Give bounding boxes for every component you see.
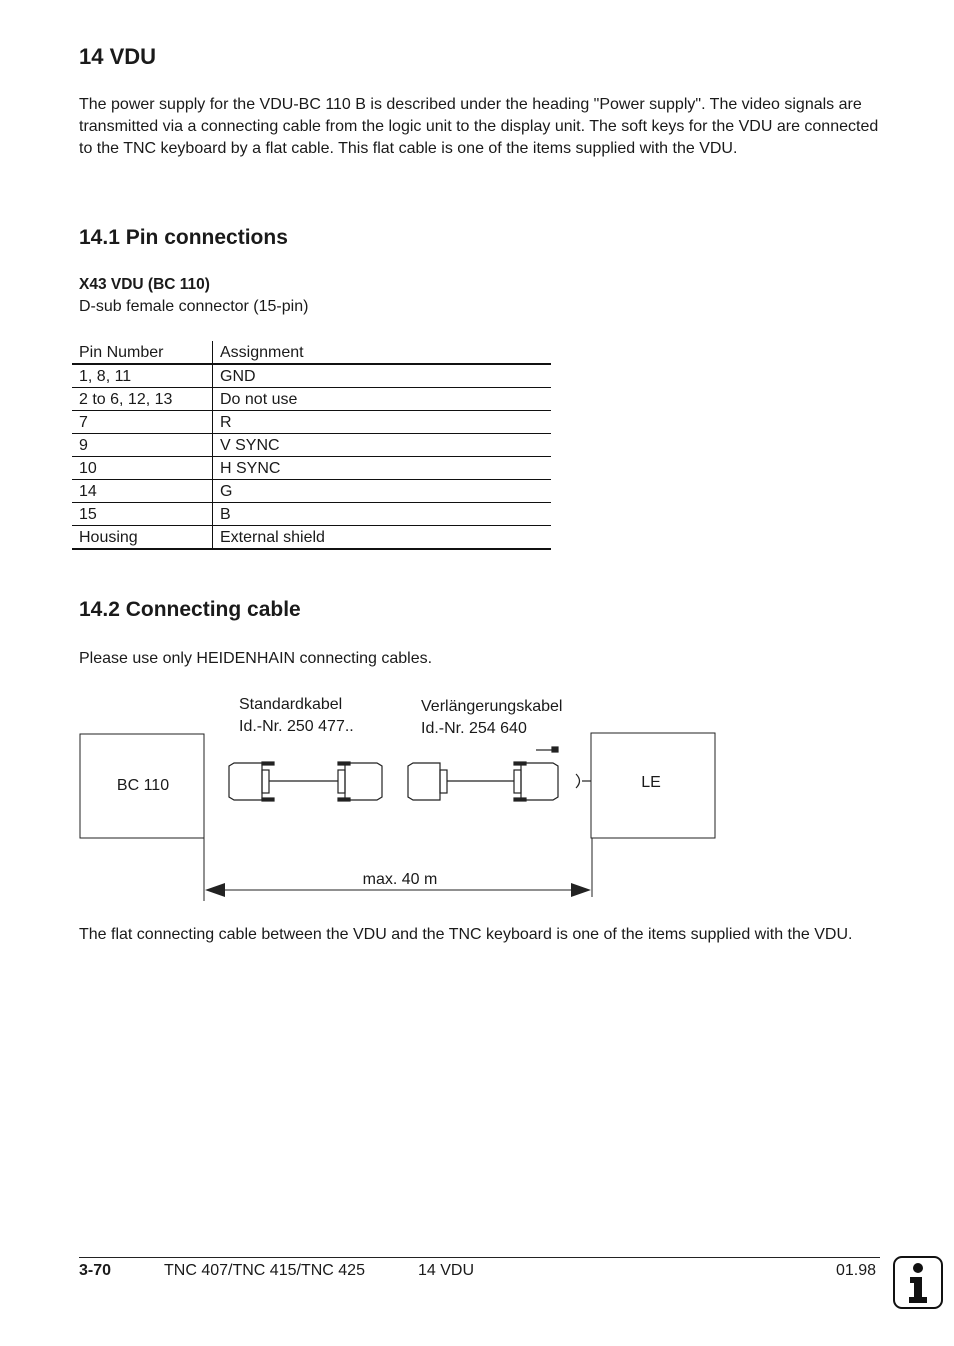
cable2-id: Id.-Nr. 254 640 bbox=[421, 720, 527, 737]
page-number: 3-70 bbox=[79, 1262, 112, 1279]
table-row bbox=[72, 411, 551, 434]
pin-cell: 14 bbox=[72, 480, 213, 503]
flat-cable-note: The flat connecting cable between the VDU and the TNC keyboard is one of the items supplied with the VDU. bbox=[79, 926, 853, 943]
connector-name: X43 VDU (BC 110) bbox=[79, 276, 210, 293]
footer-date: 01.98 bbox=[836, 1262, 877, 1279]
table-row bbox=[72, 364, 551, 388]
pin-cell: 1, 8, 11 bbox=[72, 364, 213, 388]
standard-cable-icon bbox=[229, 762, 382, 801]
pin-cell: 15 bbox=[72, 503, 213, 526]
pin-cell: Housing bbox=[72, 526, 213, 550]
assignment-cell: R bbox=[213, 411, 552, 434]
bc110-label: BC 110 bbox=[116, 777, 170, 794]
footer-chapter: 14 VDU bbox=[418, 1262, 475, 1279]
table-header-row bbox=[72, 341, 551, 364]
pin-connections-heading: 14.1 Pin connections bbox=[79, 226, 288, 249]
extension-cable-icon bbox=[408, 747, 591, 801]
assignment-cell: V SYNC bbox=[213, 434, 552, 457]
info-glyph bbox=[903, 1262, 933, 1304]
pin-cell: 2 to 6, 12, 13 bbox=[72, 388, 213, 411]
table-row bbox=[72, 434, 551, 457]
footer-divider bbox=[79, 1257, 880, 1258]
connecting-cable-heading: 14.2 Connecting cable bbox=[79, 598, 301, 621]
pin-cell: 10 bbox=[72, 457, 213, 480]
intro-paragraph: The power supply for the VDU-BC 110 B is described under the heading "Power supply". The video signals are transmitted via a connecting cable from the logic unit to the display unit. The soft keys for the VDU are connected to the TNC keyboard by a flat cable. This flat cable is one of the items supplied with the VDU. bbox=[79, 96, 879, 157]
assignment-cell: B bbox=[213, 503, 552, 526]
distance-label: max. 40 m bbox=[362, 871, 438, 888]
connector-description: D-sub female connector (15-pin) bbox=[79, 298, 309, 315]
distance-dimension bbox=[204, 838, 592, 901]
pin-cell: 7 bbox=[72, 411, 213, 434]
cable1-name: Standardkabel bbox=[239, 696, 343, 713]
table-row bbox=[72, 388, 551, 411]
column-header-pin: Pin Number bbox=[72, 341, 213, 364]
table-row bbox=[72, 457, 551, 480]
pin-cell: 9 bbox=[72, 434, 213, 457]
assignment-cell: GND bbox=[213, 364, 552, 388]
assignment-cell: G bbox=[213, 480, 552, 503]
column-header-assignment: Assignment bbox=[213, 341, 552, 364]
footer-model: TNC 407/TNC 415/TNC 425 bbox=[164, 1262, 365, 1279]
assignment-cell: Do not use bbox=[213, 388, 552, 411]
table-row bbox=[72, 503, 551, 526]
cable2-name: Verlängerungskabel bbox=[421, 698, 563, 715]
table-row bbox=[72, 526, 551, 550]
cable-diagram bbox=[0, 685, 954, 910]
info-icon bbox=[893, 1256, 943, 1309]
assignment-cell: External shield bbox=[213, 526, 552, 550]
cable-note: Please use only HEIDENHAIN connecting cables. bbox=[79, 650, 433, 667]
assignment-cell: H SYNC bbox=[213, 457, 552, 480]
pin-assignment-table bbox=[72, 341, 551, 550]
section-title: 14 VDU bbox=[79, 44, 157, 69]
cable1-id: Id.-Nr. 250 477.. bbox=[239, 718, 354, 735]
le-label: LE bbox=[641, 774, 661, 791]
table-row bbox=[72, 480, 551, 503]
